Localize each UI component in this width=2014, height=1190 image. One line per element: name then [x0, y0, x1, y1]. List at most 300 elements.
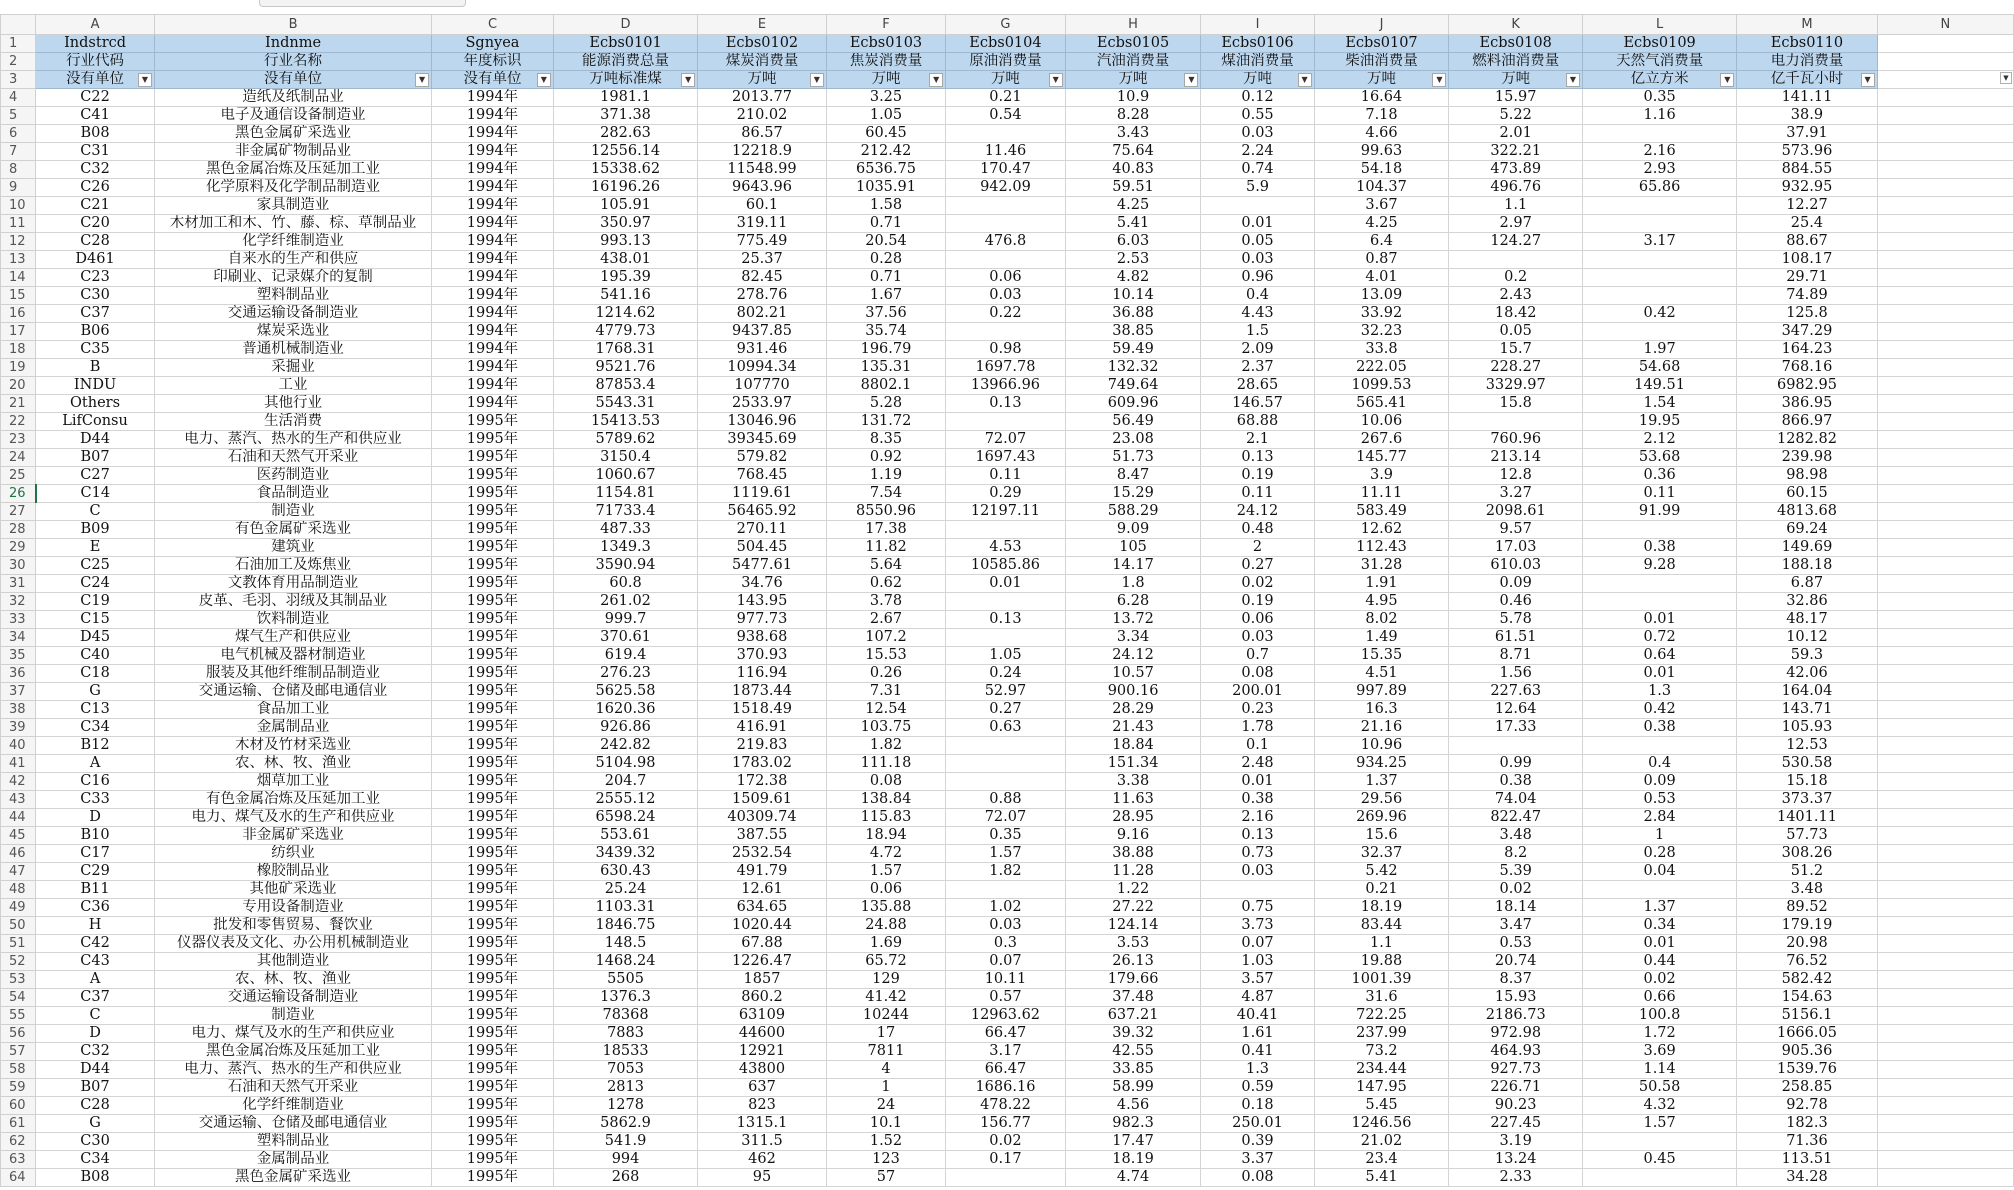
cell-i[interactable]: 0.01: [1201, 215, 1314, 233]
cell-a[interactable]: A: [36, 971, 155, 989]
cell-h[interactable]: 11.63: [1065, 791, 1201, 809]
row-number[interactable]: 20: [1, 377, 36, 395]
row-number[interactable]: 5: [1, 107, 36, 125]
cell-e[interactable]: 977.73: [698, 611, 827, 629]
cell-e[interactable]: 煤炭消费量: [698, 53, 827, 71]
cell-k[interactable]: 74.04: [1449, 791, 1583, 809]
cell-g[interactable]: 1.57: [946, 845, 1065, 863]
cell-m[interactable]: 20.98: [1737, 935, 1877, 953]
cell-n[interactable]: [1877, 1169, 2013, 1187]
cell-h[interactable]: 588.29: [1065, 503, 1201, 521]
cell-d[interactable]: 12556.14: [553, 143, 697, 161]
cell-a[interactable]: C37: [36, 305, 155, 323]
cell-i[interactable]: 0.12: [1201, 89, 1314, 107]
cell-c[interactable]: 1995年: [432, 1079, 554, 1097]
cell-l[interactable]: 1.16: [1582, 107, 1736, 125]
cell-g[interactable]: [946, 251, 1065, 269]
cell-n[interactable]: [1877, 539, 2013, 557]
cell-k[interactable]: [1449, 71, 1583, 89]
cell-d[interactable]: 3439.32: [553, 845, 697, 863]
cell-a[interactable]: C27: [36, 467, 155, 485]
cell-l[interactable]: [1582, 251, 1736, 269]
cell-c[interactable]: 1995年: [432, 827, 554, 845]
cell-b[interactable]: 自来水的生产和供应: [154, 251, 431, 269]
cell-h[interactable]: 38.88: [1065, 845, 1201, 863]
filter-dropdown-icon[interactable]: ▼: [681, 73, 695, 87]
row-number[interactable]: 28: [1, 521, 36, 539]
cell-b[interactable]: 黑色金属冶炼及压延加工业: [154, 161, 431, 179]
cell-g[interactable]: 10585.86: [946, 557, 1065, 575]
cell-c[interactable]: 1995年: [432, 1061, 554, 1079]
cell-c[interactable]: 1994年: [432, 269, 554, 287]
cell-b[interactable]: 非金属矿采选业: [154, 827, 431, 845]
cell-m[interactable]: 37.91: [1737, 125, 1877, 143]
cell-l[interactable]: [1582, 215, 1736, 233]
cell-b[interactable]: 服装及其他纤维制品制造业: [154, 665, 431, 683]
cell-b[interactable]: 其他行业: [154, 395, 431, 413]
cell-m[interactable]: 88.67: [1737, 233, 1877, 251]
cell-n[interactable]: [1877, 197, 2013, 215]
cell-m[interactable]: 866.97: [1737, 413, 1877, 431]
cell-l[interactable]: 0.42: [1582, 305, 1736, 323]
cell-m[interactable]: 38.9: [1737, 107, 1877, 125]
row-number[interactable]: 6: [1, 125, 36, 143]
cell-e[interactable]: 82.45: [698, 269, 827, 287]
cell-h[interactable]: 6.03: [1065, 233, 1201, 251]
cell-a[interactable]: LifConsu: [36, 413, 155, 431]
cell-c[interactable]: 1994年: [432, 233, 554, 251]
cell-k[interactable]: 18.14: [1449, 899, 1583, 917]
cell-a[interactable]: C21: [36, 197, 155, 215]
cell-m[interactable]: 1666.05: [1737, 1025, 1877, 1043]
cell-n[interactable]: [1877, 719, 2013, 737]
cell-d[interactable]: 282.63: [553, 125, 697, 143]
cell-m[interactable]: 59.3: [1737, 647, 1877, 665]
cell-i[interactable]: [1201, 197, 1314, 215]
cell-m[interactable]: 108.17: [1737, 251, 1877, 269]
cell-i[interactable]: 0.18: [1201, 1097, 1314, 1115]
cell-g[interactable]: 1697.43: [946, 449, 1065, 467]
cell-l[interactable]: 2.93: [1582, 161, 1736, 179]
filter-dropdown-icon[interactable]: ▼: [1184, 73, 1198, 87]
cell-j[interactable]: 1099.53: [1314, 377, 1449, 395]
cell-a[interactable]: C: [36, 1007, 155, 1025]
cell-n[interactable]: [1877, 647, 2013, 665]
cell-l[interactable]: [1582, 197, 1736, 215]
row-number[interactable]: 44: [1, 809, 36, 827]
cell-m[interactable]: 76.52: [1737, 953, 1877, 971]
cell-b[interactable]: 黑色金属冶炼及压延加工业: [154, 1043, 431, 1061]
cell-g[interactable]: [946, 755, 1065, 773]
cell-b[interactable]: 仪器仪表及文化、办公用机械制造业: [154, 935, 431, 953]
cell-e[interactable]: 116.94: [698, 665, 827, 683]
cell-h[interactable]: 28.95: [1065, 809, 1201, 827]
cell-k[interactable]: 8.37: [1449, 971, 1583, 989]
cell-e[interactable]: 416.91: [698, 719, 827, 737]
cell-i[interactable]: 28.65: [1201, 377, 1314, 395]
cell-d[interactable]: 能源消费总量: [553, 53, 697, 71]
cell-n[interactable]: [1877, 161, 2013, 179]
row-number[interactable]: 51: [1, 935, 36, 953]
cell-a[interactable]: D44: [36, 1061, 155, 1079]
cell-d[interactable]: [553, 71, 697, 89]
cell-k[interactable]: 3329.97: [1449, 377, 1583, 395]
cell-m[interactable]: 573.96: [1737, 143, 1877, 161]
cell-e[interactable]: 319.11: [698, 215, 827, 233]
cell-c[interactable]: 1995年: [432, 611, 554, 629]
cell-d[interactable]: 4779.73: [553, 323, 697, 341]
column-header-i[interactable]: I: [1201, 15, 1314, 35]
cell-c[interactable]: 1995年: [432, 683, 554, 701]
cell-l[interactable]: 0.34: [1582, 917, 1736, 935]
cell-j[interactable]: 267.6: [1314, 431, 1449, 449]
cell-c[interactable]: 1995年: [432, 665, 554, 683]
cell-i[interactable]: 1.78: [1201, 719, 1314, 737]
cell-h[interactable]: 151.34: [1065, 755, 1201, 773]
cell-l[interactable]: 65.86: [1582, 179, 1736, 197]
cell-d[interactable]: 5862.9: [553, 1115, 697, 1133]
cell-d[interactable]: 7883: [553, 1025, 697, 1043]
cell-b[interactable]: 家具制造业: [154, 197, 431, 215]
row-number[interactable]: 50: [1, 917, 36, 935]
cell-m[interactable]: 3.48: [1737, 881, 1877, 899]
cell-c[interactable]: 1995年: [432, 1097, 554, 1115]
cell-f[interactable]: 107.2: [826, 629, 945, 647]
cell-c[interactable]: 1995年: [432, 503, 554, 521]
row-number[interactable]: 2: [1, 53, 36, 71]
cell-f[interactable]: 11.82: [826, 539, 945, 557]
filter-dropdown-icon[interactable]: ▼: [2000, 72, 2012, 84]
cell-i[interactable]: 2: [1201, 539, 1314, 557]
cell-e[interactable]: 775.49: [698, 233, 827, 251]
cell-b[interactable]: 化学纤维制造业: [154, 233, 431, 251]
cell-i[interactable]: 0.59: [1201, 1079, 1314, 1097]
row-number[interactable]: 57: [1, 1043, 36, 1061]
cell-d[interactable]: 60.8: [553, 575, 697, 593]
cell-h[interactable]: 38.85: [1065, 323, 1201, 341]
cell-e[interactable]: 12921: [698, 1043, 827, 1061]
row-number[interactable]: 10: [1, 197, 36, 215]
cell-b[interactable]: 石油和天然气开采业: [154, 449, 431, 467]
cell-f[interactable]: 5.64: [826, 557, 945, 575]
cell-b[interactable]: 饮料制造业: [154, 611, 431, 629]
cell-l[interactable]: 100.8: [1582, 1007, 1736, 1025]
row-number[interactable]: 24: [1, 449, 36, 467]
cell-e[interactable]: 802.21: [698, 305, 827, 323]
cell-l[interactable]: 0.28: [1582, 845, 1736, 863]
cell-d[interactable]: 619.4: [553, 647, 697, 665]
cell-l[interactable]: 0.42: [1582, 701, 1736, 719]
cell-n[interactable]: [1877, 845, 2013, 863]
cell-i[interactable]: 0.96: [1201, 269, 1314, 287]
cell-f[interactable]: 2.67: [826, 611, 945, 629]
cell-j[interactable]: 33.92: [1314, 305, 1449, 323]
cell-c[interactable]: 1994年: [432, 323, 554, 341]
cell-a[interactable]: C34: [36, 719, 155, 737]
cell-n[interactable]: [1877, 989, 2013, 1007]
cell-j[interactable]: 8.02: [1314, 611, 1449, 629]
cell-f[interactable]: 129: [826, 971, 945, 989]
cell-h[interactable]: 17.47: [1065, 1133, 1201, 1151]
cell-c[interactable]: 1995年: [432, 971, 554, 989]
cell-b[interactable]: 黑色金属矿采选业: [154, 1169, 431, 1187]
cell-b[interactable]: 煤炭采选业: [154, 323, 431, 341]
cell-d[interactable]: 78368: [553, 1007, 697, 1025]
cell-f[interactable]: 3.78: [826, 593, 945, 611]
cell-m[interactable]: Ecbs0110: [1737, 35, 1877, 53]
cell-j[interactable]: 18.19: [1314, 899, 1449, 917]
cell-a[interactable]: G: [36, 683, 155, 701]
cell-l[interactable]: 0.35: [1582, 89, 1736, 107]
cell-d[interactable]: 5789.62: [553, 431, 697, 449]
cell-e[interactable]: 39345.69: [698, 431, 827, 449]
cell-b[interactable]: 木材加工和木、竹、藤、棕、草制品业: [154, 215, 431, 233]
cell-f[interactable]: 1.05: [826, 107, 945, 125]
cell-a[interactable]: INDU: [36, 377, 155, 395]
cell-a[interactable]: C40: [36, 647, 155, 665]
cell-c[interactable]: 1994年: [432, 359, 554, 377]
cell-m[interactable]: 768.16: [1737, 359, 1877, 377]
cell-e[interactable]: 370.93: [698, 647, 827, 665]
cell-h[interactable]: 9.09: [1065, 521, 1201, 539]
cell-b[interactable]: 石油加工及炼焦业: [154, 557, 431, 575]
cell-l[interactable]: 1.37: [1582, 899, 1736, 917]
cell-d[interactable]: 350.97: [553, 215, 697, 233]
cell-a[interactable]: C19: [36, 593, 155, 611]
cell-l[interactable]: 1: [1582, 827, 1736, 845]
cell-n[interactable]: [1877, 233, 2013, 251]
cell-h[interactable]: 28.29: [1065, 701, 1201, 719]
cell-i[interactable]: 3.73: [1201, 917, 1314, 935]
cell-h[interactable]: 10.57: [1065, 665, 1201, 683]
cell-g[interactable]: 0.02: [946, 1133, 1065, 1151]
cell-c[interactable]: 1995年: [432, 773, 554, 791]
cell-b[interactable]: 化学纤维制造业: [154, 1097, 431, 1115]
cell-i[interactable]: 0.38: [1201, 791, 1314, 809]
cell-l[interactable]: [1582, 575, 1736, 593]
cell-m[interactable]: 1401.11: [1737, 809, 1877, 827]
row-number[interactable]: 19: [1, 359, 36, 377]
cell-i[interactable]: 0.23: [1201, 701, 1314, 719]
cell-f[interactable]: 0.28: [826, 251, 945, 269]
column-header-e[interactable]: E: [698, 15, 827, 35]
cell-c[interactable]: 1994年: [432, 143, 554, 161]
cell-l[interactable]: 1.54: [1582, 395, 1736, 413]
cell-c[interactable]: 1995年: [432, 413, 554, 431]
cell-b[interactable]: 生活消费: [154, 413, 431, 431]
cell-i[interactable]: 煤油消费量: [1201, 53, 1314, 71]
row-number[interactable]: 42: [1, 773, 36, 791]
cell-g[interactable]: 4.53: [946, 539, 1065, 557]
cell-e[interactable]: 491.79: [698, 863, 827, 881]
cell-j[interactable]: 4.51: [1314, 665, 1449, 683]
row-number[interactable]: 9: [1, 179, 36, 197]
cell-h[interactable]: 37.48: [1065, 989, 1201, 1007]
cell-f[interactable]: [826, 71, 945, 89]
cell-h[interactable]: 75.64: [1065, 143, 1201, 161]
cell-a[interactable]: C43: [36, 953, 155, 971]
cell-k[interactable]: 227.63: [1449, 683, 1583, 701]
cell-h[interactable]: 609.96: [1065, 395, 1201, 413]
cell-l[interactable]: [1582, 323, 1736, 341]
cell-h[interactable]: 749.64: [1065, 377, 1201, 395]
cell-n[interactable]: [1877, 935, 2013, 953]
column-header-g[interactable]: G: [946, 15, 1065, 35]
cell-h[interactable]: 5.41: [1065, 215, 1201, 233]
cell-k[interactable]: 0.53: [1449, 935, 1583, 953]
cell-a[interactable]: C15: [36, 611, 155, 629]
cell-l[interactable]: [1582, 269, 1736, 287]
cell-m[interactable]: 89.52: [1737, 899, 1877, 917]
cell-k[interactable]: 0.09: [1449, 575, 1583, 593]
cell-l[interactable]: [1582, 125, 1736, 143]
cell-h[interactable]: 3.34: [1065, 629, 1201, 647]
cell-n[interactable]: [1877, 1133, 2013, 1151]
cell-j[interactable]: 15.35: [1314, 647, 1449, 665]
row-number[interactable]: 18: [1, 341, 36, 359]
cell-k[interactable]: 12.64: [1449, 701, 1583, 719]
cell-e[interactable]: 1873.44: [698, 683, 827, 701]
cell-b[interactable]: 采掘业: [154, 359, 431, 377]
cell-h[interactable]: 42.55: [1065, 1043, 1201, 1061]
cell-f[interactable]: 0.71: [826, 269, 945, 287]
cell-e[interactable]: 860.2: [698, 989, 827, 1007]
cell-b[interactable]: 专用设备制造业: [154, 899, 431, 917]
cell-m[interactable]: 154.63: [1737, 989, 1877, 1007]
cell-n[interactable]: [1877, 35, 2013, 53]
cell-m[interactable]: 57.73: [1737, 827, 1877, 845]
cell-i[interactable]: 0.19: [1201, 467, 1314, 485]
cell-h[interactable]: 124.14: [1065, 917, 1201, 935]
cell-g[interactable]: 0.17: [946, 1151, 1065, 1169]
cell-a[interactable]: B10: [36, 827, 155, 845]
cell-h[interactable]: 2.53: [1065, 251, 1201, 269]
cell-n[interactable]: [1877, 1115, 2013, 1133]
cell-d[interactable]: 1768.31: [553, 341, 697, 359]
cell-h[interactable]: 58.99: [1065, 1079, 1201, 1097]
cell-d[interactable]: 2555.12: [553, 791, 697, 809]
cell-i[interactable]: 0.39: [1201, 1133, 1314, 1151]
cell-j[interactable]: 29.56: [1314, 791, 1449, 809]
cell-c[interactable]: 1995年: [432, 539, 554, 557]
cell-i[interactable]: 24.12: [1201, 503, 1314, 521]
cell-b[interactable]: 电力、蒸汽、热水的生产和供应业: [154, 431, 431, 449]
cell-l[interactable]: [1582, 287, 1736, 305]
cell-d[interactable]: 926.86: [553, 719, 697, 737]
cell-j[interactable]: 柴油消费量: [1314, 53, 1449, 71]
cell-j[interactable]: 4.25: [1314, 215, 1449, 233]
filter-dropdown-icon[interactable]: ▼: [1566, 73, 1580, 87]
cell-j[interactable]: 1.91: [1314, 575, 1449, 593]
cell-n[interactable]: [1877, 557, 2013, 575]
cell-j[interactable]: Ecbs0107: [1314, 35, 1449, 53]
cell-g[interactable]: 52.97: [946, 683, 1065, 701]
cell-c[interactable]: 1995年: [432, 1151, 554, 1169]
cell-h[interactable]: 10.9: [1065, 89, 1201, 107]
cell-k[interactable]: [1449, 413, 1583, 431]
cell-e[interactable]: 1857: [698, 971, 827, 989]
cell-m[interactable]: 258.85: [1737, 1079, 1877, 1097]
cell-l[interactable]: 91.99: [1582, 503, 1736, 521]
cell-d[interactable]: 71733.4: [553, 503, 697, 521]
cell-d[interactable]: 1278: [553, 1097, 697, 1115]
cell-g[interactable]: 0.21: [946, 89, 1065, 107]
cell-n[interactable]: [1877, 467, 2013, 485]
cell-d[interactable]: 541.9: [553, 1133, 697, 1151]
cell-d[interactable]: 3150.4: [553, 449, 697, 467]
cell-d[interactable]: 1376.3: [553, 989, 697, 1007]
cell-i[interactable]: 0.11: [1201, 485, 1314, 503]
cell-d[interactable]: 195.39: [553, 269, 697, 287]
select-all-corner[interactable]: [1, 15, 36, 35]
cell-i[interactable]: 0.13: [1201, 827, 1314, 845]
filter-dropdown-icon[interactable]: ▼: [1720, 73, 1734, 87]
row-number[interactable]: 27: [1, 503, 36, 521]
cell-j[interactable]: 83.44: [1314, 917, 1449, 935]
cell-a[interactable]: C25: [36, 557, 155, 575]
row-number[interactable]: 55: [1, 1007, 36, 1025]
cell-c[interactable]: 1994年: [432, 305, 554, 323]
cell-n[interactable]: [1877, 89, 2013, 107]
cell-a[interactable]: C14: [36, 485, 155, 503]
cell-m[interactable]: 105.93: [1737, 719, 1877, 737]
cell-i[interactable]: 1.03: [1201, 953, 1314, 971]
cell-a[interactable]: C30: [36, 287, 155, 305]
cell-l[interactable]: 54.68: [1582, 359, 1736, 377]
column-header-b[interactable]: B: [154, 15, 431, 35]
cell-g[interactable]: [946, 629, 1065, 647]
cell-n[interactable]: [1877, 593, 2013, 611]
cell-i[interactable]: 250.01: [1201, 1115, 1314, 1133]
filter-dropdown-icon[interactable]: ▼: [810, 73, 824, 87]
cell-f[interactable]: 1.58: [826, 197, 945, 215]
cell-d[interactable]: 541.16: [553, 287, 697, 305]
cell-e[interactable]: 56465.92: [698, 503, 827, 521]
cell-n[interactable]: [1877, 431, 2013, 449]
cell-c[interactable]: 1995年: [432, 935, 554, 953]
cell-c[interactable]: 1995年: [432, 917, 554, 935]
column-header-c[interactable]: C: [432, 15, 554, 35]
cell-g[interactable]: [946, 413, 1065, 431]
cell-a[interactable]: C28: [36, 233, 155, 251]
cell-a[interactable]: C: [36, 503, 155, 521]
cell-c[interactable]: 1994年: [432, 287, 554, 305]
cell-m[interactable]: 12.53: [1737, 737, 1877, 755]
cell-g[interactable]: 0.24: [946, 665, 1065, 683]
cell-m[interactable]: 29.71: [1737, 269, 1877, 287]
cell-c[interactable]: 1995年: [432, 845, 554, 863]
cell-n[interactable]: [1877, 1025, 2013, 1043]
cell-d[interactable]: 438.01: [553, 251, 697, 269]
cell-m[interactable]: 15.18: [1737, 773, 1877, 791]
row-number[interactable]: 16: [1, 305, 36, 323]
cell-c[interactable]: 年度标识: [432, 53, 554, 71]
cell-i[interactable]: 68.88: [1201, 413, 1314, 431]
cell-f[interactable]: 115.83: [826, 809, 945, 827]
cell-l[interactable]: 1.72: [1582, 1025, 1736, 1043]
cell-i[interactable]: 0.02: [1201, 575, 1314, 593]
cell-i[interactable]: 0.03: [1201, 125, 1314, 143]
cell-h[interactable]: 59.49: [1065, 341, 1201, 359]
cell-i[interactable]: 0.13: [1201, 449, 1314, 467]
cell-b[interactable]: 煤气生产和供应业: [154, 629, 431, 647]
cell-i[interactable]: 2.1: [1201, 431, 1314, 449]
cell-j[interactable]: [1314, 71, 1449, 89]
cell-h[interactable]: 15.29: [1065, 485, 1201, 503]
cell-c[interactable]: 1995年: [432, 953, 554, 971]
cell-i[interactable]: 0.1: [1201, 737, 1314, 755]
cell-l[interactable]: 0.01: [1582, 665, 1736, 683]
